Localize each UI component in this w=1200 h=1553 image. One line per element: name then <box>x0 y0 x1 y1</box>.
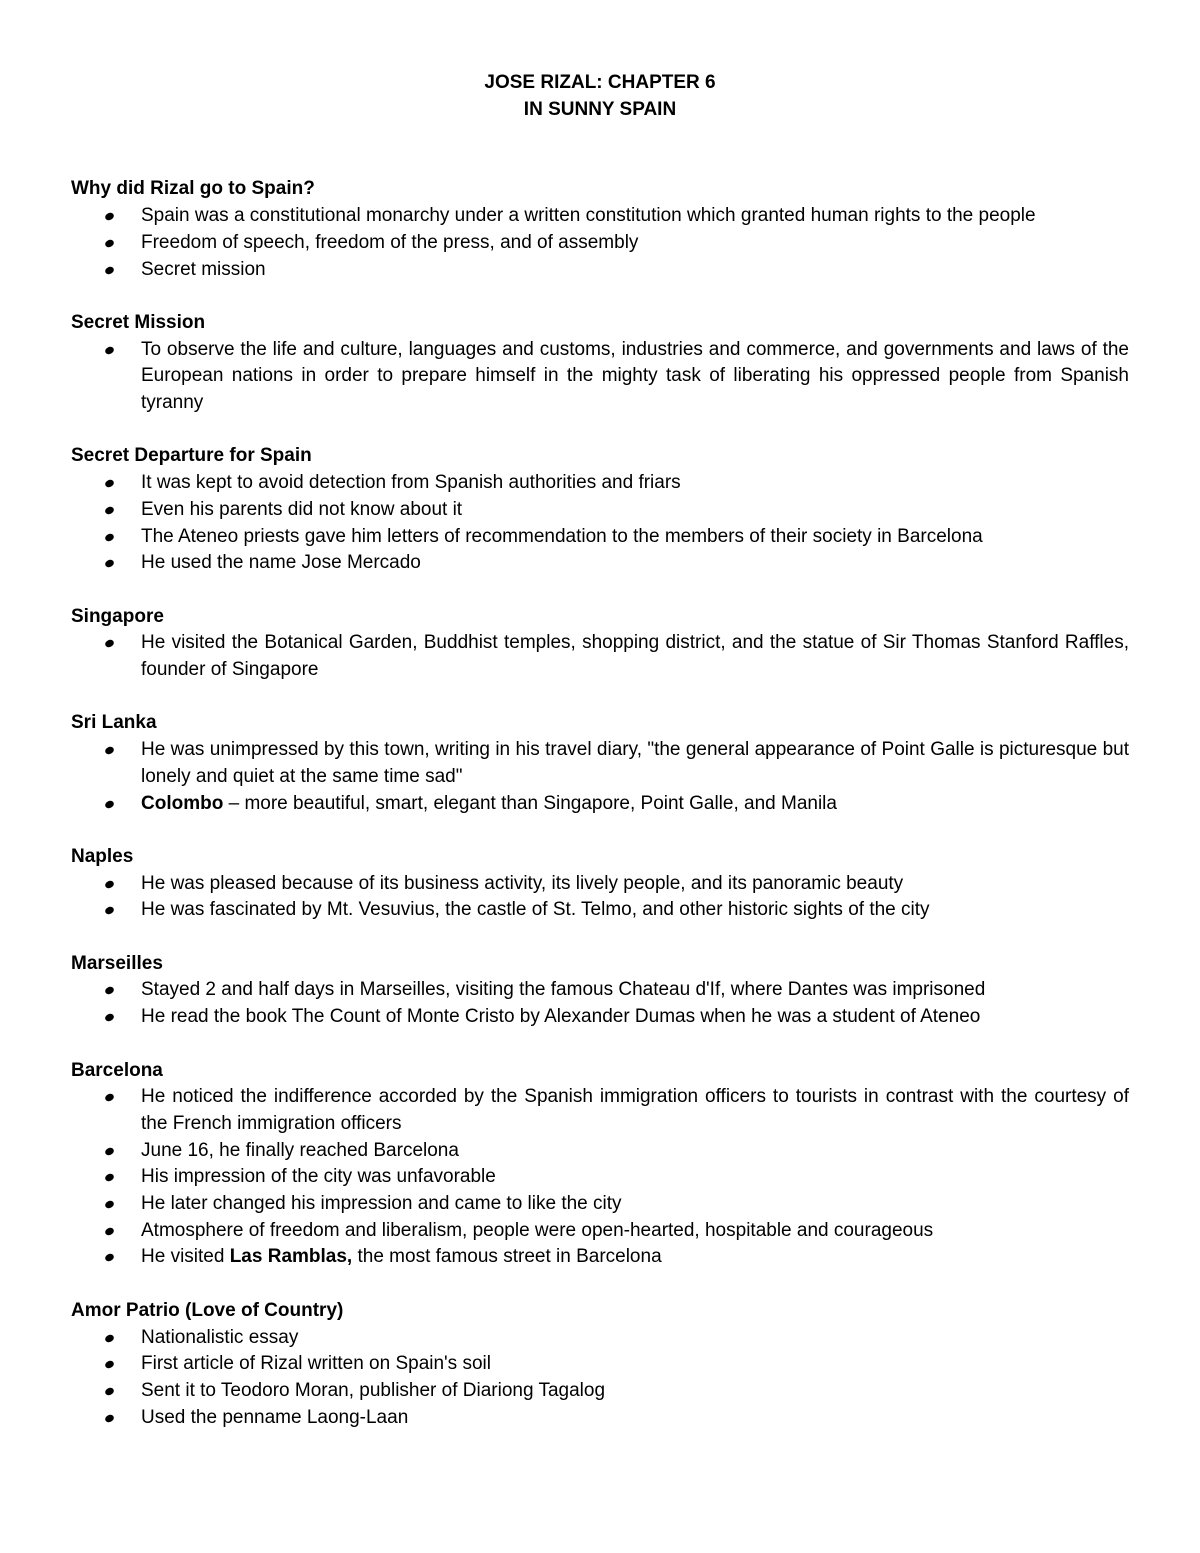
bullet-item <box>71 630 1129 683</box>
section-heading: Barcelona <box>71 1059 163 1081</box>
bullet-text: Atmosphere of freedom and liberalism, people were open-hearted, hospitable and courageous <box>141 1219 934 1241</box>
bullet-text: He used the name Jose Mercado <box>141 552 421 574</box>
bullet-icon <box>104 1146 115 1156</box>
bullet-text: He later changed his impression and came to like the city <box>141 1193 622 1215</box>
bullet-text: To observe the life and culture, languages and customs, industries and commerce, and governments and laws of the European nations in order to prepare himself in the mighty task of liberating his oppressed people from Spanish tyranny <box>141 338 1129 414</box>
bullet-icon <box>104 1226 115 1236</box>
bullet-item <box>71 1351 1129 1378</box>
bullet-item <box>71 337 1129 417</box>
bullet-text: He was pleased because of its business activity, its lively people, and its panoramic beauty <box>141 872 904 894</box>
bullet-text: June 16, he finally reached Barcelona <box>141 1139 459 1161</box>
bullet-text: the most famous street in Barcelona <box>352 1246 662 1268</box>
document-title-line-2: IN SUNNY SPAIN <box>523 98 677 120</box>
title-spacer <box>71 123 1129 176</box>
bullet-list <box>71 737 1129 817</box>
section <box>71 951 1129 1031</box>
section-heading: Secret Mission <box>71 311 206 333</box>
bullet-icon <box>104 238 115 248</box>
bullet-item <box>71 230 1129 257</box>
bullet-item <box>71 871 1129 898</box>
bullet-icon <box>104 212 115 222</box>
bullet-text: Secret mission <box>141 258 266 280</box>
bullet-item <box>71 791 1129 818</box>
section <box>71 604 1129 684</box>
bullet-icon <box>104 1413 115 1423</box>
bullet-icon <box>104 1199 115 1209</box>
document-page <box>71 70 1129 1458</box>
bullet-icon <box>104 1173 115 1183</box>
bullet-bold-term: Colombo <box>141 792 224 814</box>
bullet-text: He noticed the indifference accorded by the Spanish immigration officers to tourists in contrast with the courtesy of the French immigration officers <box>141 1086 1129 1134</box>
document-title-line-1: JOSE RIZAL: CHAPTER 6 <box>484 72 716 93</box>
bullet-icon <box>104 1386 115 1396</box>
bullet-icon <box>104 799 115 809</box>
bullet-list <box>71 1084 1129 1271</box>
bullet-text: Used the penname Laong-Laan <box>141 1406 409 1428</box>
bullet-bold-term: Las Ramblas, <box>229 1246 353 1268</box>
section-heading: Sri Lanka <box>71 712 157 734</box>
bullet-item <box>71 1218 1129 1245</box>
bullet-text: He was fascinated by Mt. Vesuvius, the castle of St. Telmo, and other historic sights of the city <box>141 899 930 921</box>
bullet-icon <box>104 746 115 756</box>
bullet-list <box>71 470 1129 577</box>
bullet-icon <box>104 1093 115 1103</box>
bullet-icon <box>104 639 115 649</box>
section <box>71 1058 1129 1272</box>
bullet-icon <box>104 479 115 489</box>
bullet-text: Sent it to Teodoro Moran, publisher of Diariong Tagalog <box>141 1379 606 1401</box>
bullet-item <box>71 1084 1129 1137</box>
bullet-item <box>71 1325 1129 1352</box>
bullet-item <box>71 1405 1129 1432</box>
section <box>71 310 1129 417</box>
bullet-item <box>71 1138 1129 1165</box>
sections-container <box>71 176 1129 1431</box>
bullet-item <box>71 203 1129 230</box>
bullet-icon <box>104 1013 115 1023</box>
bullet-text: The Ateneo priests gave him letters of recommendation to the members of their society in Barcelona <box>141 525 983 547</box>
bullet-text: It was kept to avoid detection from Spanish authorities and friars <box>141 472 681 494</box>
section <box>71 176 1129 283</box>
bullet-item <box>71 524 1129 551</box>
bullet-item <box>71 470 1129 497</box>
section-heading: Naples <box>71 845 134 867</box>
bullet-icon <box>104 265 115 275</box>
bullet-text: Nationalistic essay <box>141 1326 299 1348</box>
bullet-text: His impression of the city was unfavorable <box>141 1166 496 1188</box>
bullet-icon <box>104 879 115 889</box>
section <box>71 844 1129 924</box>
section-heading: Why did Rizal go to Spain? <box>71 178 315 200</box>
bullet-list <box>71 977 1129 1030</box>
bullet-text: Stayed 2 and half days in Marseilles, visiting the famous Chateau d'If, where Dantes was imprisoned <box>141 979 986 1001</box>
bullet-icon <box>104 559 115 569</box>
bullet-text: He visited the Botanical Garden, Buddhist temples, shopping district, and the statue of Sir Thomas Stanford Raffles, founder of Singapore <box>141 632 1129 681</box>
bullet-prefix-text: He visited <box>141 1246 230 1268</box>
section-heading: Singapore <box>71 605 164 627</box>
bullet-item <box>71 977 1129 1004</box>
bullet-icon <box>104 505 115 515</box>
bullet-item <box>71 1378 1129 1405</box>
bullet-icon <box>104 1253 115 1263</box>
bullet-item <box>71 550 1129 577</box>
bullet-item <box>71 897 1129 924</box>
bullet-text: First article of Rizal written on Spain's soil <box>141 1353 491 1375</box>
bullet-icon <box>104 532 115 542</box>
bullet-text: Freedom of speech, freedom of the press, and of assembly <box>141 231 639 253</box>
bullet-icon <box>104 986 115 996</box>
bullet-icon <box>104 906 115 916</box>
section <box>71 1298 1129 1432</box>
bullet-item <box>71 737 1129 790</box>
bullet-item <box>71 497 1129 524</box>
bullet-list <box>71 871 1129 924</box>
bullet-item <box>71 1164 1129 1191</box>
bullet-icon <box>104 1360 115 1370</box>
section-heading: Amor Patrio (Love of Country) <box>71 1299 344 1321</box>
bullet-icon <box>104 1333 115 1343</box>
bullet-item <box>71 257 1129 284</box>
bullet-item <box>71 1191 1129 1218</box>
bullet-text: He was unimpressed by this town, writing in his travel diary, "the general appearance of Point Galle is picturesque but lonely and quiet at the same time sad" <box>141 739 1129 787</box>
section-heading: Marseilles <box>71 952 163 974</box>
section-heading: Secret Departure for Spain <box>71 445 312 467</box>
bullet-list <box>71 1325 1129 1432</box>
bullet-list <box>71 337 1129 417</box>
section <box>71 443 1129 577</box>
section <box>71 710 1129 817</box>
bullet-text: Spain was a constitutional monarchy under a written constitution which granted human rights to the people <box>141 205 1036 227</box>
bullet-list <box>71 203 1129 283</box>
bullet-item <box>71 1004 1129 1031</box>
bullet-text: Even his parents did not know about it <box>141 498 463 520</box>
bullet-icon <box>104 345 115 355</box>
bullet-list <box>71 630 1129 683</box>
bullet-text: – more beautiful, smart, elegant than Singapore, Point Galle, and Manila <box>223 792 837 814</box>
bullet-item <box>71 1244 1129 1271</box>
bullet-text: He read the book The Count of Monte Cristo by Alexander Dumas when he was a student of Ateneo <box>141 1006 981 1028</box>
